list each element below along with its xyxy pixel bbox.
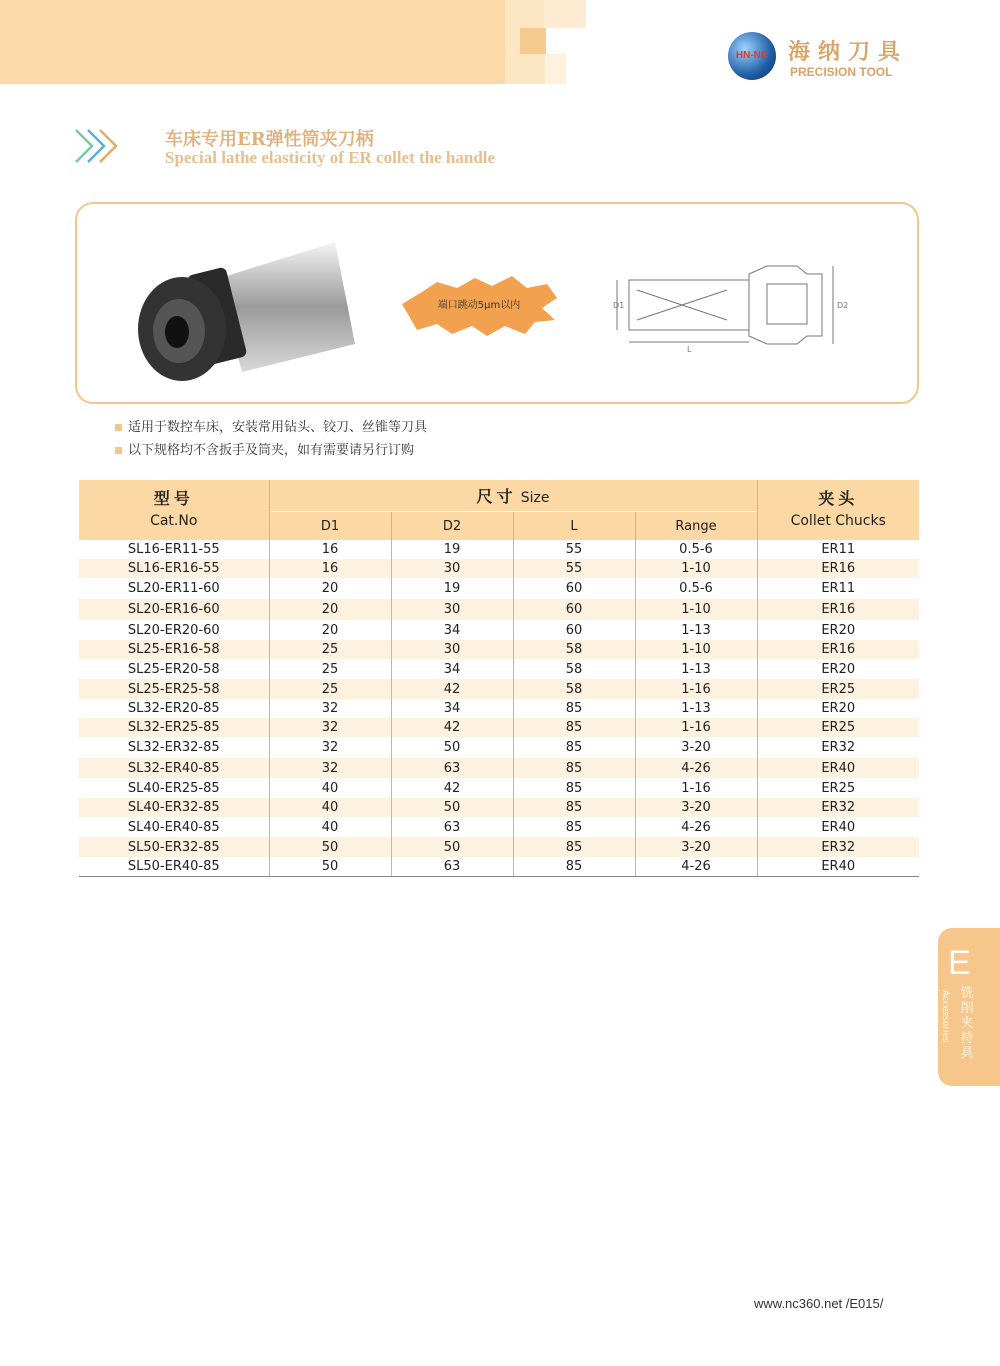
table-cell: 42 xyxy=(391,718,513,737)
dim-d2-label: D2 xyxy=(837,301,849,310)
table-cell: ER16 xyxy=(757,559,919,578)
table-row xyxy=(79,540,919,559)
table-cell: 30 xyxy=(391,640,513,659)
bullet-square-icon xyxy=(115,424,122,431)
footer-url: www.nc360.net /E015/ xyxy=(754,1296,884,1311)
table-cell: 85 xyxy=(513,857,635,877)
section-letter: E xyxy=(948,944,971,982)
table-cell: ER32 xyxy=(757,798,919,817)
table-cell: ER11 xyxy=(757,578,919,599)
table-cell: 3-20 xyxy=(635,737,757,758)
table-cell: 34 xyxy=(391,659,513,679)
brand-name-cn: 海纳刀具 xyxy=(788,40,909,65)
table-cell: 50 xyxy=(269,857,391,877)
table-cell: SL40-ER25-85 xyxy=(127,780,220,796)
logo-text: HN-NC xyxy=(735,50,769,61)
table-cell: 40 xyxy=(269,798,391,817)
table-cell: SL32-ER40-85 xyxy=(79,758,269,778)
col-header-d2: D2 xyxy=(391,512,513,541)
note-item: 以下规格均不含扳手及筒夹，如有需要请另行订购 xyxy=(115,441,427,464)
table-cell: 1-13 xyxy=(635,699,757,718)
table-cell: 58 xyxy=(513,640,635,659)
table-cell: ER32 xyxy=(757,837,919,857)
table-cell: 50 xyxy=(391,837,513,857)
table-row xyxy=(79,798,919,817)
table-cell: 55 xyxy=(513,559,635,578)
decor-block xyxy=(520,28,546,54)
decor-block xyxy=(546,54,566,84)
col-header-range: Range xyxy=(635,512,757,541)
runout-badge xyxy=(402,276,557,336)
tool-holder-photo xyxy=(138,242,355,381)
table-cell: SL50-ER40-85 xyxy=(79,857,269,877)
table-cell: 20 xyxy=(269,599,391,620)
table-cell: 58 xyxy=(513,679,635,699)
table-cell: ER32 xyxy=(757,737,919,758)
size-header: 尺寸 Size xyxy=(269,480,757,512)
table-cell: 50 xyxy=(391,798,513,817)
table-cell: 85 xyxy=(513,699,635,718)
top-band xyxy=(0,0,505,84)
table-row xyxy=(79,640,919,659)
table-cell: ER40 xyxy=(757,857,919,877)
table-cell: ER16 xyxy=(757,640,919,659)
table-cell: 1-13 xyxy=(635,659,757,679)
table-cell: SL16-ER16-55 xyxy=(79,559,269,578)
table-row xyxy=(79,620,919,640)
table-row xyxy=(79,559,919,578)
note-item: 适用于数控车床，安装常用钻头、铰刀、丝锥等刀具 xyxy=(115,418,427,441)
table-cell: 60 xyxy=(513,599,635,620)
table-cell: ER20 xyxy=(757,659,919,679)
table-cell: 1-13 xyxy=(635,620,757,640)
table-row xyxy=(79,679,919,699)
table-cell: ER40 xyxy=(757,817,919,837)
table-cell: SL20-ER16-60 xyxy=(79,599,269,620)
table-cell: 42 xyxy=(391,778,513,798)
table-cell: SL20-ER20-60 xyxy=(127,622,220,638)
table-cell: 50 xyxy=(391,737,513,758)
table-cell: 32 xyxy=(269,718,391,737)
table-cell: 42 xyxy=(391,679,513,699)
bullet-square-icon xyxy=(115,447,122,454)
table-cell: 19 xyxy=(391,540,513,559)
table-cell: 1-16 xyxy=(635,718,757,737)
table-cell: 85 xyxy=(513,718,635,737)
table-cell: 25 xyxy=(269,640,391,659)
table-cell: 0.5-6 xyxy=(635,540,757,559)
table-cell: 20 xyxy=(269,578,391,599)
table-row xyxy=(79,817,919,837)
table-cell: 3-20 xyxy=(635,837,757,857)
table-cell: 19 xyxy=(391,578,513,599)
table-row xyxy=(79,578,919,599)
table-cell: 58 xyxy=(513,659,635,679)
table-cell: 85 xyxy=(513,758,635,778)
table-cell: 4-26 xyxy=(635,857,757,877)
table-row xyxy=(79,758,919,778)
notes-list xyxy=(115,418,427,464)
section-name-cn: 铣削夹持具 xyxy=(960,986,974,1061)
page-title-cn: 车床专用ER弹性筒夹刀柄 xyxy=(165,129,374,150)
table-cell: ER16 xyxy=(757,599,919,620)
decor-block xyxy=(546,0,586,28)
table-row xyxy=(79,837,919,857)
table-cell: 34 xyxy=(391,699,513,718)
table-cell: 32 xyxy=(269,758,391,778)
table-cell: ER25 xyxy=(757,718,919,737)
table-cell: 40 xyxy=(269,817,391,837)
table-cell: 40 xyxy=(269,778,391,798)
table-cell: 16 xyxy=(269,540,391,559)
table-cell: 1-10 xyxy=(635,599,757,620)
product-illustration xyxy=(77,204,917,402)
table-row xyxy=(79,699,919,718)
table-row xyxy=(79,857,919,877)
table-cell: 16 xyxy=(269,559,391,578)
table-cell: 1-10 xyxy=(635,559,757,578)
table-row xyxy=(79,718,919,737)
table-cell: 85 xyxy=(513,817,635,837)
runout-badge-text: 端口跳动5μm以内 xyxy=(437,300,521,311)
table-cell: ER25 xyxy=(757,778,919,798)
table-cell: 63 xyxy=(391,758,513,778)
dim-l-label: L xyxy=(687,345,692,354)
table-cell: ER25 xyxy=(757,679,919,699)
table-cell: SL40-ER32-85 xyxy=(79,798,269,817)
table-cell: SL20-ER11-60 xyxy=(127,581,220,596)
cat-header: 型号 Cat.No xyxy=(79,480,269,540)
col-header-l: L xyxy=(513,512,635,541)
page-title-en: Special lathe elasticity of ER collet the handle xyxy=(165,148,496,167)
brand-name-en: PRECISION TOOL xyxy=(790,65,893,79)
table-cell: 3-20 xyxy=(635,798,757,817)
table-cell: 30 xyxy=(391,599,513,620)
table-cell: 85 xyxy=(513,737,635,758)
table-cell: SL25-ER20-58 xyxy=(127,661,220,677)
product-image-panel xyxy=(75,202,919,404)
table-cell: 60 xyxy=(513,620,635,640)
col-header-d1: D1 xyxy=(269,512,391,541)
table-cell: 32 xyxy=(269,699,391,718)
table-row xyxy=(79,659,919,679)
table-cell: SL25-ER25-58 xyxy=(79,679,269,699)
table-cell: 63 xyxy=(391,817,513,837)
table-cell: ER40 xyxy=(757,758,919,778)
table-cell: 25 xyxy=(269,679,391,699)
table-cell: 55 xyxy=(513,540,635,559)
table-cell: SL50-ER32-85 xyxy=(79,837,269,857)
table-cell: ER20 xyxy=(757,620,919,640)
table-cell: ER11 xyxy=(757,540,919,559)
chevron-right-icon xyxy=(96,128,126,164)
table-cell: 20 xyxy=(269,620,391,640)
table-cell: 0.5-6 xyxy=(635,578,757,599)
table-cell: 85 xyxy=(513,798,635,817)
table-cell: 30 xyxy=(391,559,513,578)
table-cell: 1-10 xyxy=(635,640,757,659)
table-cell: 34 xyxy=(391,620,513,640)
table-cell: SL16-ER11-55 xyxy=(127,542,220,557)
dim-d1-label: D1 xyxy=(613,301,625,310)
table-row xyxy=(79,737,919,758)
technical-drawing xyxy=(617,266,833,344)
table-cell: SL32-ER32-85 xyxy=(127,740,220,755)
table-cell: 32 xyxy=(269,737,391,758)
spec-table xyxy=(79,480,919,877)
table-cell: SL32-ER20-85 xyxy=(127,701,220,716)
section-name-en: Accessories xyxy=(940,990,950,1043)
table-cell: SL25-ER16-58 xyxy=(79,640,269,659)
table-cell: ER20 xyxy=(757,699,919,718)
table-cell: 63 xyxy=(391,857,513,877)
table-cell: 25 xyxy=(269,659,391,679)
table-cell: 85 xyxy=(513,778,635,798)
table-row xyxy=(79,778,919,798)
table-cell: SL32-ER25-85 xyxy=(79,718,269,737)
table-row xyxy=(79,599,919,620)
table-cell: 1-16 xyxy=(635,778,757,798)
table-cell: 4-26 xyxy=(635,758,757,778)
table-cell: 4-26 xyxy=(635,817,757,837)
table-cell: 1-16 xyxy=(635,679,757,699)
table-cell: 50 xyxy=(269,837,391,857)
collet-header: 夹头 Collet Chucks xyxy=(757,480,919,540)
table-cell: 85 xyxy=(513,837,635,857)
table-cell: SL40-ER40-85 xyxy=(127,819,220,835)
table-cell: 60 xyxy=(513,578,635,599)
